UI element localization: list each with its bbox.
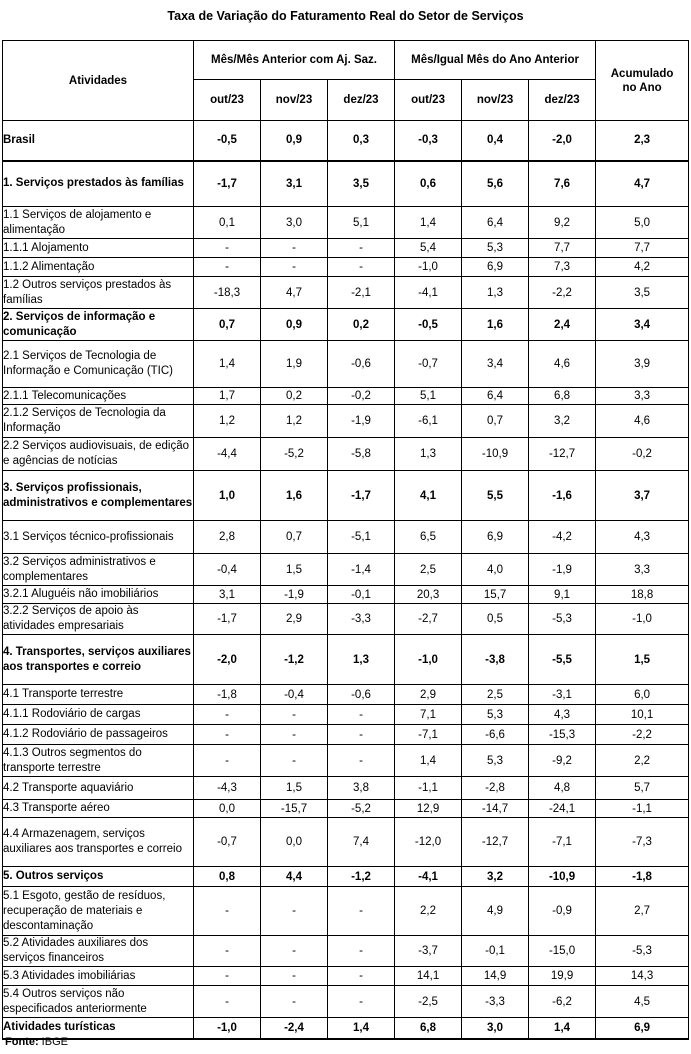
- rate-value: 6,8: [395, 1018, 462, 1039]
- table-title: Taxa de Variação do Faturamento Real do Setor de Serviços: [167, 9, 524, 23]
- accumulated-value: 2,2: [596, 745, 689, 777]
- activity-label: 2.1.1 Telecomunicações: [3, 388, 194, 405]
- rate-value: -9,2: [529, 745, 596, 777]
- header-activities: Atividades: [3, 41, 194, 121]
- rate-value: -7,1: [529, 818, 596, 867]
- rate-value: -1,2: [261, 635, 328, 685]
- rate-value: 6,8: [529, 388, 596, 405]
- rate-value: -0,7: [395, 341, 462, 388]
- rate-value: -2,2: [529, 277, 596, 309]
- table-row: [3, 705, 689, 725]
- rate-value: 1,4: [194, 341, 261, 388]
- activity-label: Brasil: [3, 121, 194, 161]
- rate-value: 4,7: [261, 277, 328, 309]
- activity-label: 1.1.2 Alimentação: [3, 258, 194, 277]
- activity-label: 5.1 Esgoto, gestão de resíduos, recuperação de materiais e descontaminação: [3, 887, 194, 936]
- activity-label: 1.1 Serviços de alojamento e alimentação: [3, 207, 194, 239]
- rate-value: 14,9: [462, 967, 529, 986]
- rate-value: 3,4: [462, 341, 529, 388]
- activity-label: 5.4 Outros serviços não especificados anteriormente: [3, 986, 194, 1018]
- table-row: [3, 554, 689, 586]
- rate-value: 7,4: [328, 818, 395, 867]
- table-row: [3, 818, 689, 867]
- rate-value: -0,7: [194, 818, 261, 867]
- accumulated-value: 18,8: [596, 586, 689, 604]
- rate-value: -4,2: [529, 521, 596, 554]
- rate-value: 1,3: [328, 635, 395, 685]
- activity-label: 2.1.2 Serviços de Tecnologia da Informação: [3, 405, 194, 438]
- rate-value: -1,9: [328, 405, 395, 438]
- rate-value: 1,4: [328, 1018, 395, 1039]
- table-row: [3, 725, 689, 745]
- rate-value: -3,1: [529, 685, 596, 705]
- activity-label: 3.2 Serviços administrativos e complementares: [3, 554, 194, 586]
- rate-value: -: [194, 239, 261, 258]
- rate-value: -1,9: [261, 586, 328, 604]
- rate-value: -: [194, 967, 261, 986]
- rate-value: -5,2: [328, 800, 395, 818]
- rate-value: -3,3: [462, 986, 529, 1018]
- header-accumulated: Acumulado no Ano: [596, 41, 689, 121]
- accumulated-value: -2,2: [596, 725, 689, 745]
- rate-value: -3,8: [462, 635, 529, 685]
- accumulated-value: 2,7: [596, 887, 689, 936]
- accumulated-value: 3,3: [596, 554, 689, 586]
- activity-label: 3.2.2 Serviços de apoio às atividades empresariais: [3, 604, 194, 635]
- rate-value: 0,9: [261, 309, 328, 341]
- rate-value: -5,3: [529, 604, 596, 635]
- table-row: [3, 207, 689, 239]
- rate-value: -: [194, 705, 261, 725]
- rate-value: 3,8: [328, 777, 395, 800]
- rate-value: -: [328, 258, 395, 277]
- activity-label: 1. Serviços prestados às famílias: [3, 161, 194, 207]
- rate-value: 1,9: [261, 341, 328, 388]
- table-row: [3, 604, 689, 635]
- rate-value: 4,1: [395, 471, 462, 521]
- table-row: [3, 685, 689, 705]
- table-row: [3, 438, 689, 471]
- rate-value: -0,3: [395, 121, 462, 161]
- rate-value: -1,0: [395, 635, 462, 685]
- rate-value: -2,5: [395, 986, 462, 1018]
- accumulated-value: 4,7: [596, 161, 689, 207]
- table-row: [3, 745, 689, 777]
- rate-value: -: [194, 725, 261, 745]
- rate-value: 7,7: [529, 239, 596, 258]
- rate-value: -: [328, 887, 395, 936]
- rate-value: -1,7: [328, 471, 395, 521]
- rate-value: -1,4: [328, 554, 395, 586]
- rate-value: 14,1: [395, 967, 462, 986]
- activity-label: 1.1.1 Alojamento: [3, 239, 194, 258]
- source-value: IBGE: [41, 1036, 68, 1048]
- table-row: [3, 777, 689, 800]
- rate-value: 5,3: [462, 705, 529, 725]
- activity-label: 4. Transportes, serviços auxiliares aos transportes e correio: [3, 635, 194, 685]
- activity-label: 4.4 Armazenagem, serviços auxiliares aos transportes e correio: [3, 818, 194, 867]
- table-row: [3, 239, 689, 258]
- rate-value: -14,7: [462, 800, 529, 818]
- rate-value: 0,0: [194, 800, 261, 818]
- rate-value: 0,2: [261, 388, 328, 405]
- rate-value: 0,7: [462, 405, 529, 438]
- table-header: [3, 41, 689, 121]
- rate-value: -: [328, 986, 395, 1018]
- rate-value: 3,0: [261, 207, 328, 239]
- rate-value: 4,8: [529, 777, 596, 800]
- rate-value: 1,6: [261, 471, 328, 521]
- rate-value: -0,6: [328, 341, 395, 388]
- rate-value: 20,3: [395, 586, 462, 604]
- table-row: [3, 277, 689, 309]
- rate-value: -5,2: [261, 438, 328, 471]
- accumulated-value: 3,7: [596, 471, 689, 521]
- header-month: out/23: [395, 80, 462, 121]
- rate-value: 3,2: [462, 867, 529, 887]
- rate-value: 3,1: [194, 586, 261, 604]
- rate-value: 6,5: [395, 521, 462, 554]
- table-row: [3, 967, 689, 986]
- rate-value: -4,1: [395, 277, 462, 309]
- rate-value: -: [261, 887, 328, 936]
- rate-value: -2,0: [529, 121, 596, 161]
- rate-value: 3,1: [261, 161, 328, 207]
- rate-value: 3,0: [462, 1018, 529, 1039]
- rate-value: 0,7: [261, 521, 328, 554]
- rate-value: 0,0: [261, 818, 328, 867]
- rate-value: -10,9: [529, 867, 596, 887]
- rate-value: -: [194, 936, 261, 967]
- rate-value: -: [194, 745, 261, 777]
- rate-value: -0,9: [529, 887, 596, 936]
- table-row: [3, 258, 689, 277]
- activity-label: 3.1 Serviços técnico-profissionais: [3, 521, 194, 554]
- rate-value: -24,1: [529, 800, 596, 818]
- rate-value: 19,9: [529, 967, 596, 986]
- table-row: [3, 471, 689, 521]
- rate-value: 2,4: [529, 309, 596, 341]
- source-label: Fonte:: [5, 1036, 39, 1048]
- rate-value: -1,7: [194, 161, 261, 207]
- rate-value: -: [328, 725, 395, 745]
- rate-value: 0,3: [328, 121, 395, 161]
- header-month: nov/23: [462, 80, 529, 121]
- rate-value: 1,5: [261, 777, 328, 800]
- rate-value: 5,5: [462, 471, 529, 521]
- rate-value: 2,9: [261, 604, 328, 635]
- rate-value: -12,7: [462, 818, 529, 867]
- accumulated-value: 4,2: [596, 258, 689, 277]
- rate-value: 12,9: [395, 800, 462, 818]
- rate-value: 6,9: [462, 521, 529, 554]
- rate-value: 4,0: [462, 554, 529, 586]
- rate-value: -: [328, 705, 395, 725]
- rate-value: 1,5: [261, 554, 328, 586]
- accumulated-value: 4,3: [596, 521, 689, 554]
- accumulated-value: 3,9: [596, 341, 689, 388]
- rate-value: -1,0: [194, 1018, 261, 1039]
- table-row: [3, 388, 689, 405]
- table-row: [3, 586, 689, 604]
- rate-value: -0,1: [462, 936, 529, 967]
- rate-value: 1,3: [462, 277, 529, 309]
- activity-label: 4.2 Transporte aquaviário: [3, 777, 194, 800]
- rate-value: -1,6: [529, 471, 596, 521]
- rate-value: -: [261, 258, 328, 277]
- rate-value: -2,4: [261, 1018, 328, 1039]
- rate-value: 15,7: [462, 586, 529, 604]
- rate-value: -0,5: [194, 121, 261, 161]
- accumulated-value: 6,0: [596, 685, 689, 705]
- rate-value: -3,3: [328, 604, 395, 635]
- table-row: [3, 887, 689, 936]
- activity-label: 3.2.1 Aluguéis não imobiliários: [3, 586, 194, 604]
- activity-label: Atividades turísticas: [3, 1018, 194, 1039]
- rate-value: 0,7: [194, 309, 261, 341]
- rate-value: -4,1: [395, 867, 462, 887]
- rate-value: 9,1: [529, 586, 596, 604]
- activity-label: 5.3 Atividades imobiliárias: [3, 967, 194, 986]
- rate-value: 0,5: [462, 604, 529, 635]
- rate-value: 7,3: [529, 258, 596, 277]
- rate-value: -1,7: [194, 604, 261, 635]
- activity-label: 4.3 Transporte aéreo: [3, 800, 194, 818]
- rate-value: 6,9: [462, 258, 529, 277]
- accumulated-value: 1,5: [596, 635, 689, 685]
- rate-value: -2,0: [194, 635, 261, 685]
- rate-value: 5,1: [328, 207, 395, 239]
- rate-value: 2,5: [395, 554, 462, 586]
- rate-value: -1,8: [194, 685, 261, 705]
- rate-value: -: [194, 986, 261, 1018]
- rate-value: 1,3: [395, 438, 462, 471]
- rate-value: 4,6: [529, 341, 596, 388]
- rate-value: 7,1: [395, 705, 462, 725]
- rate-value: 5,6: [462, 161, 529, 207]
- accumulated-value: 5,0: [596, 207, 689, 239]
- rate-value: 2,8: [194, 521, 261, 554]
- rate-value: 0,6: [395, 161, 462, 207]
- rate-value: -6,6: [462, 725, 529, 745]
- rate-value: -: [194, 887, 261, 936]
- accumulated-value: -5,3: [596, 936, 689, 967]
- rate-value: 0,8: [194, 867, 261, 887]
- table-row: [3, 936, 689, 967]
- rate-value: -1,2: [328, 867, 395, 887]
- rate-value: -10,9: [462, 438, 529, 471]
- table-row: [3, 800, 689, 818]
- rate-value: -: [261, 986, 328, 1018]
- accumulated-value: 3,3: [596, 388, 689, 405]
- rate-value: 2,9: [395, 685, 462, 705]
- table-row: [3, 635, 689, 685]
- rate-value: 5,1: [395, 388, 462, 405]
- activity-label: 3. Serviços profissionais, administrativos e complementares: [3, 471, 194, 521]
- rate-value: -: [194, 258, 261, 277]
- rate-value: 1,4: [395, 207, 462, 239]
- accumulated-value: 3,5: [596, 277, 689, 309]
- header-month: out/23: [194, 80, 261, 121]
- rate-value: -6,1: [395, 405, 462, 438]
- rate-value: 5,4: [395, 239, 462, 258]
- accumulated-value: 6,9: [596, 1018, 689, 1039]
- rate-value: 3,2: [529, 405, 596, 438]
- rate-value: -0,6: [328, 685, 395, 705]
- rate-value: -15,0: [529, 936, 596, 967]
- accumulated-value: 10,1: [596, 705, 689, 725]
- activity-label: 4.1.3 Outros segmentos do transporte terrestre: [3, 745, 194, 777]
- rate-value: 9,2: [529, 207, 596, 239]
- table-row: [3, 341, 689, 388]
- rate-value: -5,1: [328, 521, 395, 554]
- activity-label: 2.2 Serviços audiovisuais, de edição e agências de notícias: [3, 438, 194, 471]
- rate-value: 4,3: [529, 705, 596, 725]
- rate-value: -15,3: [529, 725, 596, 745]
- rate-value: 6,4: [462, 388, 529, 405]
- rate-value: 1,0: [194, 471, 261, 521]
- table-row: [3, 986, 689, 1018]
- rate-value: -: [328, 967, 395, 986]
- rate-value: 2,5: [462, 685, 529, 705]
- rate-value: -15,7: [261, 800, 328, 818]
- table-row: [3, 121, 689, 161]
- activity-label: 2. Serviços de informação e comunicação: [3, 309, 194, 341]
- accumulated-value: -1,0: [596, 604, 689, 635]
- rate-value: 0,2: [328, 309, 395, 341]
- rate-value: -12,0: [395, 818, 462, 867]
- rate-value: 2,2: [395, 887, 462, 936]
- rate-value: -: [261, 725, 328, 745]
- header-month: dez/23: [328, 80, 395, 121]
- rate-value: -1,1: [395, 777, 462, 800]
- activity-label: 4.1 Transporte terrestre: [3, 685, 194, 705]
- rate-value: -0,4: [194, 554, 261, 586]
- rate-value: -18,3: [194, 277, 261, 309]
- rate-value: -: [328, 239, 395, 258]
- rate-value: -2,8: [462, 777, 529, 800]
- services-revenue-table: [2, 40, 689, 1040]
- rate-value: -2,7: [395, 604, 462, 635]
- rate-value: 1,4: [529, 1018, 596, 1039]
- rate-value: 1,6: [462, 309, 529, 341]
- activity-label: 4.1.2 Rodoviário de passageiros: [3, 725, 194, 745]
- activity-label: 5.2 Atividades auxiliares dos serviços financeiros: [3, 936, 194, 967]
- table-row: [3, 1018, 689, 1039]
- accumulated-value: 5,7: [596, 777, 689, 800]
- rate-value: -: [261, 745, 328, 777]
- table-row: [3, 405, 689, 438]
- header-group-month-over-month: Mês/Mês Anterior com Aj. Saz.: [194, 41, 395, 80]
- rate-value: -: [261, 239, 328, 258]
- table-row: [3, 161, 689, 207]
- rate-value: 0,4: [462, 121, 529, 161]
- accumulated-value: 2,3: [596, 121, 689, 161]
- activity-label: 2.1 Serviços de Tecnologia de Informação e Comunicação (TIC): [3, 341, 194, 388]
- rate-value: 1,2: [261, 405, 328, 438]
- rate-value: 3,5: [328, 161, 395, 207]
- rate-value: -4,4: [194, 438, 261, 471]
- rate-value: 5,3: [462, 239, 529, 258]
- rate-value: -0,5: [395, 309, 462, 341]
- rate-value: -5,5: [529, 635, 596, 685]
- rate-value: -4,3: [194, 777, 261, 800]
- activity-label: 4.1.1 Rodoviário de cargas: [3, 705, 194, 725]
- accumulated-value: -0,2: [596, 438, 689, 471]
- rate-value: -7,1: [395, 725, 462, 745]
- rate-value: 1,7: [194, 388, 261, 405]
- accumulated-value: -7,3: [596, 818, 689, 867]
- rate-value: -1,0: [395, 258, 462, 277]
- accumulated-value: 3,4: [596, 309, 689, 341]
- activity-label: 5. Outros serviços: [3, 867, 194, 887]
- rate-value: -2,1: [328, 277, 395, 309]
- rate-value: -5,8: [328, 438, 395, 471]
- header-month: dez/23: [529, 80, 596, 121]
- rate-value: -: [261, 967, 328, 986]
- header-group-year-over-year: Mês/Igual Mês do Ano Anterior: [395, 41, 596, 80]
- rate-value: 0,1: [194, 207, 261, 239]
- accumulated-value: -1,1: [596, 800, 689, 818]
- table-row: [3, 309, 689, 341]
- table-row: [3, 521, 689, 554]
- rate-value: -1,9: [529, 554, 596, 586]
- rate-value: 4,4: [261, 867, 328, 887]
- rate-value: 6,4: [462, 207, 529, 239]
- header-month: nov/23: [261, 80, 328, 121]
- rate-value: -3,7: [395, 936, 462, 967]
- accumulated-value: 4,5: [596, 986, 689, 1018]
- rate-value: -6,2: [529, 986, 596, 1018]
- rate-value: 1,2: [194, 405, 261, 438]
- rate-value: -0,4: [261, 685, 328, 705]
- table-row: [3, 867, 689, 887]
- accumulated-value: 7,7: [596, 239, 689, 258]
- rate-value: -0,2: [328, 388, 395, 405]
- table-body: [3, 121, 689, 1039]
- rate-value: -: [261, 936, 328, 967]
- accumulated-value: 4,6: [596, 405, 689, 438]
- activity-label: 1.2 Outros serviços prestados às famílias: [3, 277, 194, 309]
- rate-value: -: [328, 745, 395, 777]
- rate-value: 1,4: [395, 745, 462, 777]
- rate-value: -0,1: [328, 586, 395, 604]
- accumulated-value: 14,3: [596, 967, 689, 986]
- rate-value: 0,9: [261, 121, 328, 161]
- rate-value: -: [328, 936, 395, 967]
- rate-value: 7,6: [529, 161, 596, 207]
- rate-value: 5,3: [462, 745, 529, 777]
- accumulated-value: -1,8: [596, 867, 689, 887]
- rate-value: -: [261, 705, 328, 725]
- rate-value: 4,9: [462, 887, 529, 936]
- rate-value: -12,7: [529, 438, 596, 471]
- source-note: [5, 1036, 68, 1048]
